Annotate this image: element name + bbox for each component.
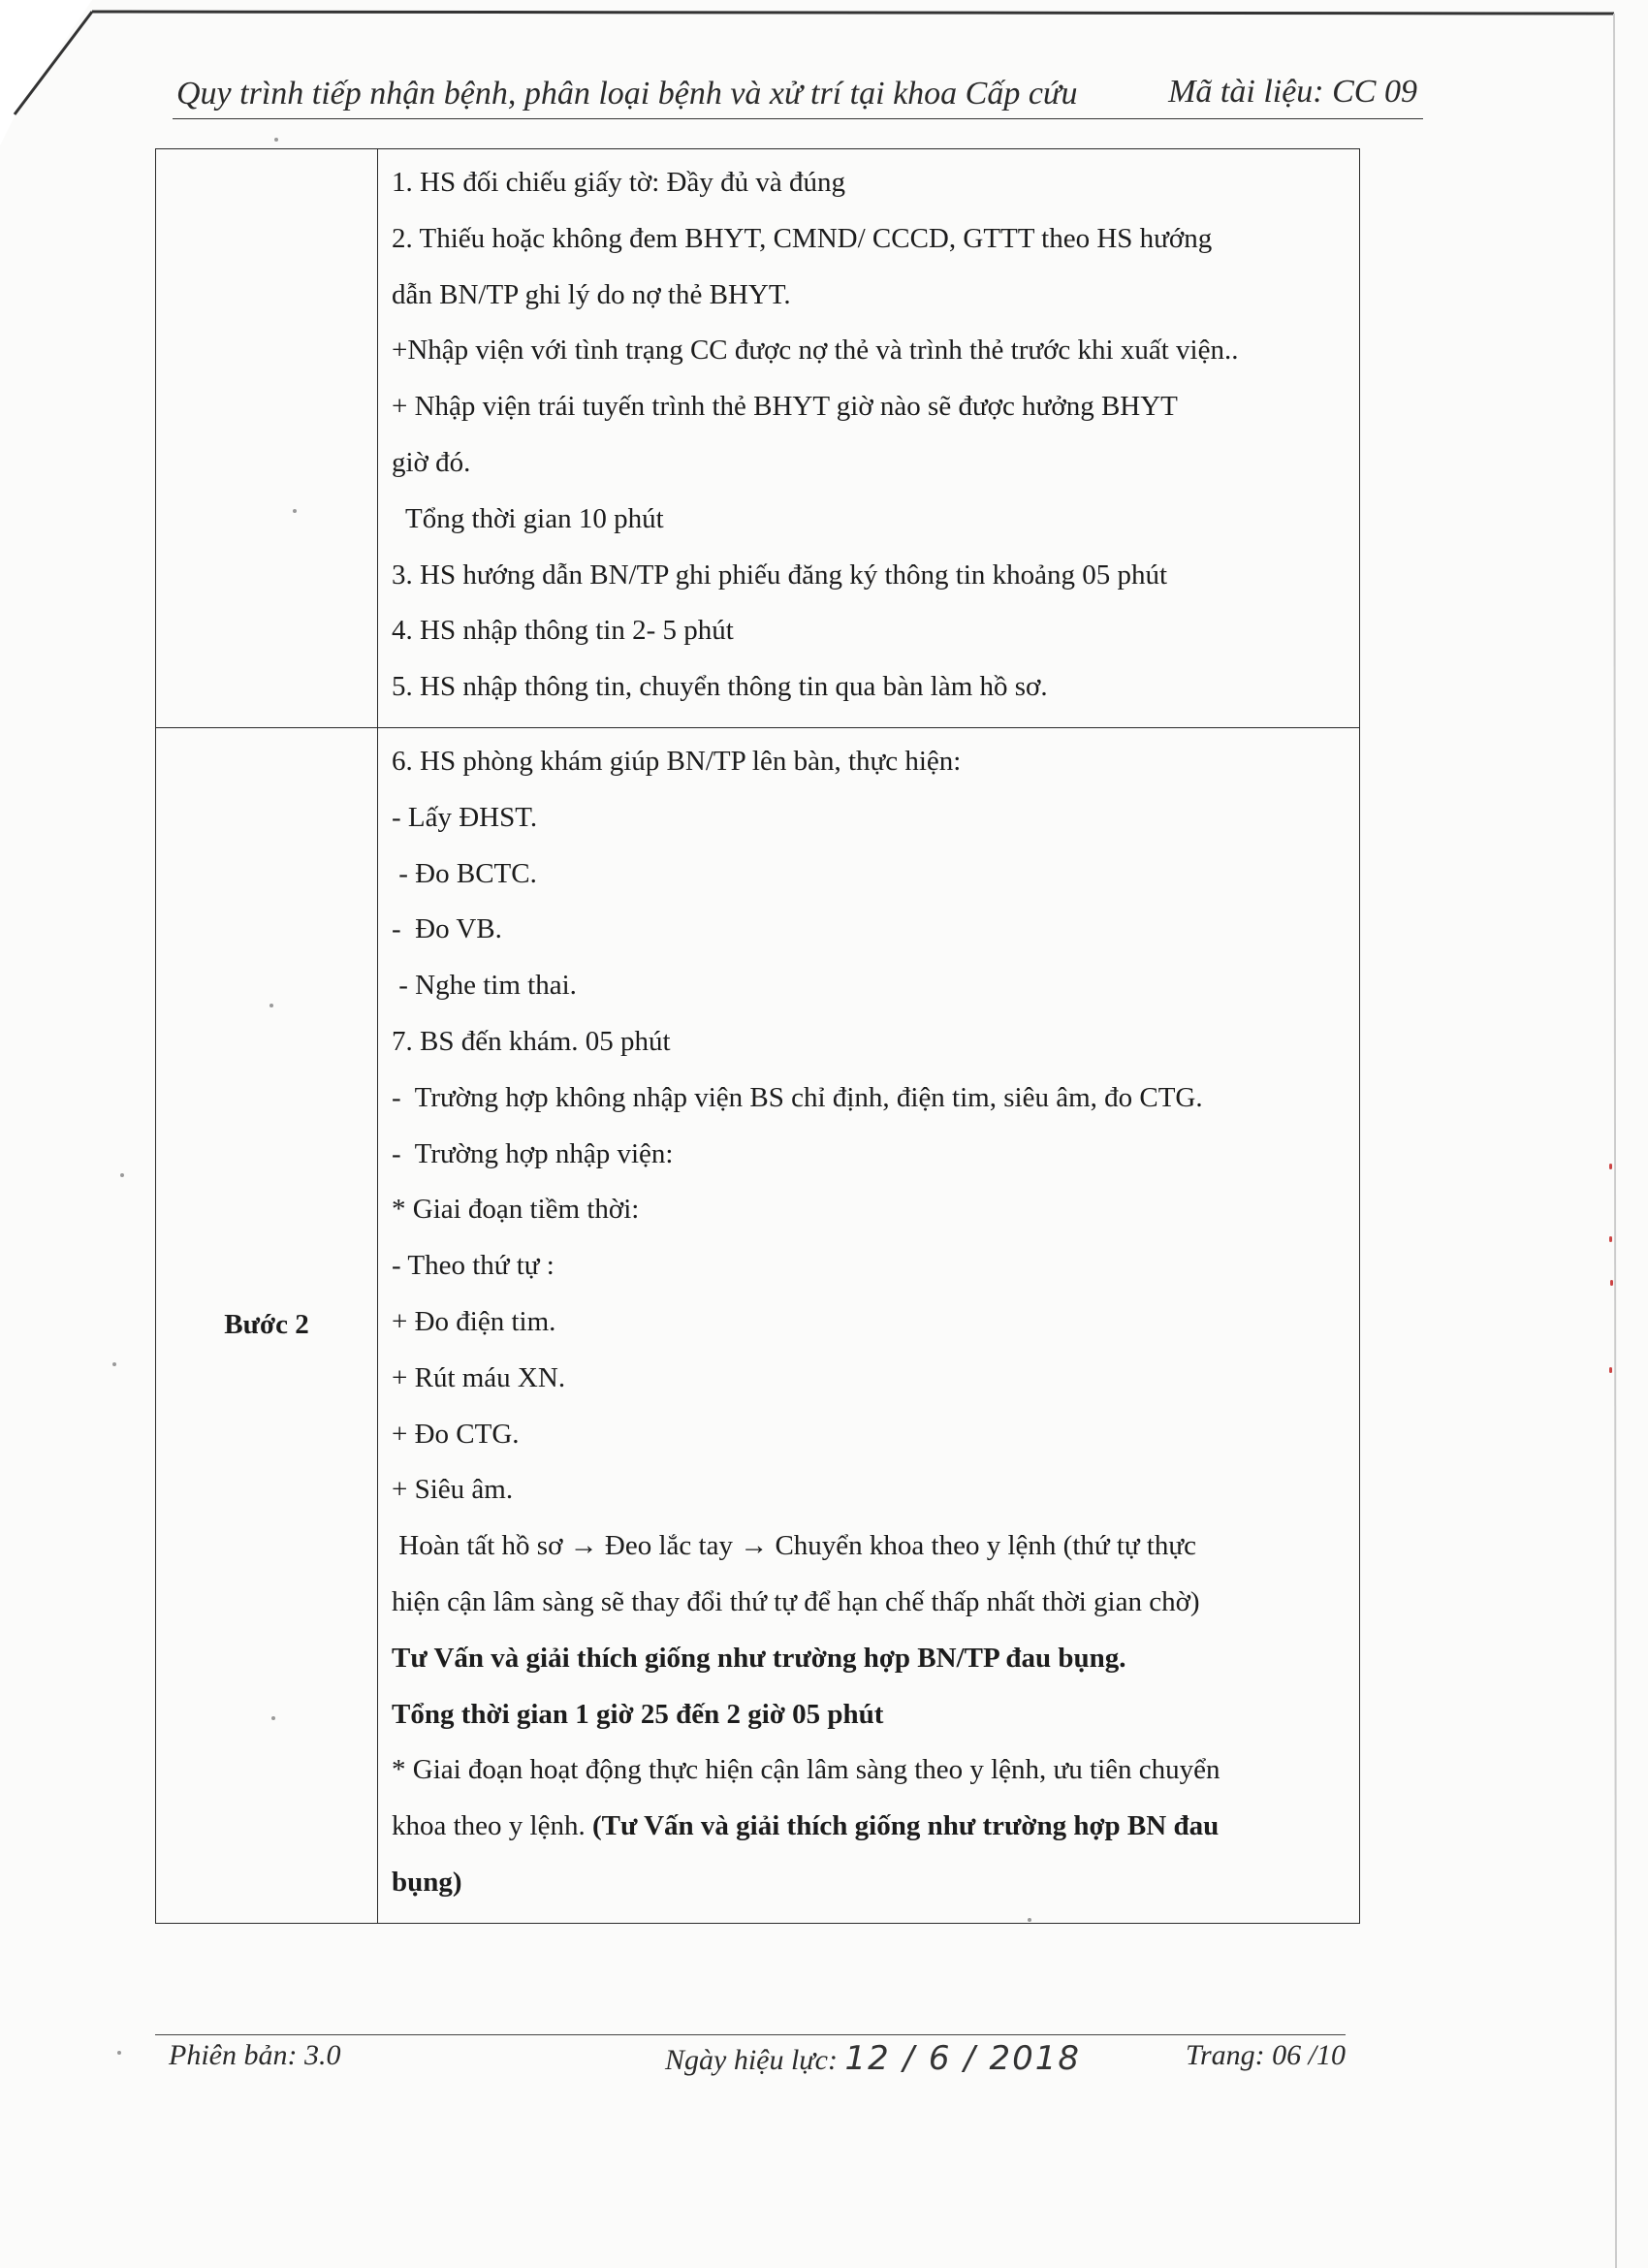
content-line: 7. BS đến khám. 05 phút (392, 1025, 671, 1057)
scan-speck (112, 1362, 116, 1366)
content-line: + Siêu âm. (392, 1474, 514, 1506)
bold-content-line: Tổng thời gian 1 giờ 25 đến 2 giờ 05 phút (392, 1698, 884, 1730)
content-line: 5. HS nhập thông tin, chuyển thông tin qua bàn làm hồ sơ. (392, 671, 1048, 703)
content-line: - Lấy ĐHST. (392, 801, 538, 833)
bold-content-text: (Tư Vấn và giải thích giống như trường hợp BN đau (591, 1810, 1220, 1842)
date-label: Ngày hiệu lực: (665, 2044, 845, 2076)
document-title: Quy trình tiếp nhận bệnh, phân loại bệnh và xử trí tại khoa Cấp cứu (176, 76, 1078, 112)
content-line: - Đo BCTC. (392, 857, 537, 889)
page-header (173, 72, 1423, 119)
table-row (156, 727, 1360, 1923)
content-line: + Đo điện tim. (392, 1305, 556, 1337)
content-line: - Trường hợp không nhập viện BS chỉ định, điện tim, siêu âm, đo CTG. (392, 1081, 1203, 1113)
scan-speck (1609, 1367, 1612, 1373)
scan-speck (1609, 1236, 1612, 1242)
content-line: * Giai đoạn hoạt động thực hiện cận lâm sàng theo y lệnh, ưu tiên chuyển (392, 1754, 1220, 1786)
content-line: Hoàn tất hồ sơ → Đeo lắc tay → Chuyển khoa theo y lệnh (thứ tự thực (392, 1530, 1197, 1562)
content-line: - Theo thứ tự : (392, 1250, 555, 1282)
content-line (392, 1799, 1344, 1855)
content-line: giờ đó. (392, 446, 471, 478)
effective-date (665, 2039, 1081, 2078)
content-line: * Giai đoạn tiềm thời: (392, 1194, 640, 1226)
content-line: hiện cận lâm sàng sẽ thay đổi thứ tự để hạn chế thấp nhất thời gian chờ) (392, 1585, 1200, 1617)
content-line: 2. Thiếu hoặc không đem BHYT, CMND/ CCCD, GTTT theo HS hướng (392, 222, 1213, 254)
page-footer (155, 2034, 1346, 2082)
scan-speck (271, 1716, 275, 1720)
scan-speck (293, 509, 297, 513)
step-content-cell (378, 727, 1360, 1923)
bold-content-line: Tư Vấn và giải thích giống như trường hợp BN/TP đau bụng. (392, 1642, 1126, 1674)
content-line: + Đo CTG. (392, 1418, 520, 1450)
content-text: khoa theo y lệnh. (392, 1810, 592, 1842)
table-row (156, 149, 1360, 728)
content-line: 3. HS hướng dẫn BN/TP ghi phiếu đăng ký thông tin khoảng 05 phút (392, 559, 1168, 591)
page-number: Trang: 06 /10 (1185, 2039, 1346, 2071)
version-label: Phiên bản: 3.0 (169, 2039, 341, 2071)
bold-content-line: bụng) (392, 1866, 462, 1898)
content-line: dẫn BN/TP ghi lý do nợ thẻ BHYT. (392, 278, 791, 310)
step-cell (156, 149, 378, 728)
content-line: Tổng thời gian 10 phút (392, 502, 664, 534)
content-line: +Nhập viện với tình trạng CC được nợ thẻ và trình thẻ trước khi xuất viện.. (392, 335, 1239, 367)
scan-speck (1610, 1280, 1613, 1286)
procedure-table (155, 148, 1360, 1924)
content-line: - Trường hợp nhập viện: (392, 1137, 674, 1169)
scan-speck (269, 1004, 273, 1007)
scan-speck (1609, 1164, 1612, 1169)
content-line: - Đo VB. (392, 913, 502, 945)
content-line: 6. HS phòng khám giúp BN/TP lên bàn, thực hiện: (392, 745, 962, 777)
step-content-cell (378, 149, 1360, 728)
content-line: - Nghe tim thai. (392, 970, 577, 1002)
content-line: + Nhập viện trái tuyến trình thẻ BHYT giờ nào sẽ được hưởng BHYT (392, 391, 1178, 423)
handwritten-date: 12 / 6 / 2018 (844, 2039, 1082, 2078)
content-line: 4. HS nhập thông tin 2- 5 phút (392, 615, 734, 647)
step-cell: Bước 2 (156, 727, 378, 1923)
scan-speck (274, 138, 278, 142)
scan-speck (120, 1173, 124, 1177)
scan-speck (117, 2051, 121, 2055)
content-line: 1. HS đối chiếu giấy tờ: Đầy đủ và đúng (392, 167, 845, 198)
scan-speck (1028, 1918, 1031, 1922)
document-code: Mã tài liệu: CC 09 (1168, 74, 1417, 110)
content-line: + Rút máu XN. (392, 1361, 566, 1393)
